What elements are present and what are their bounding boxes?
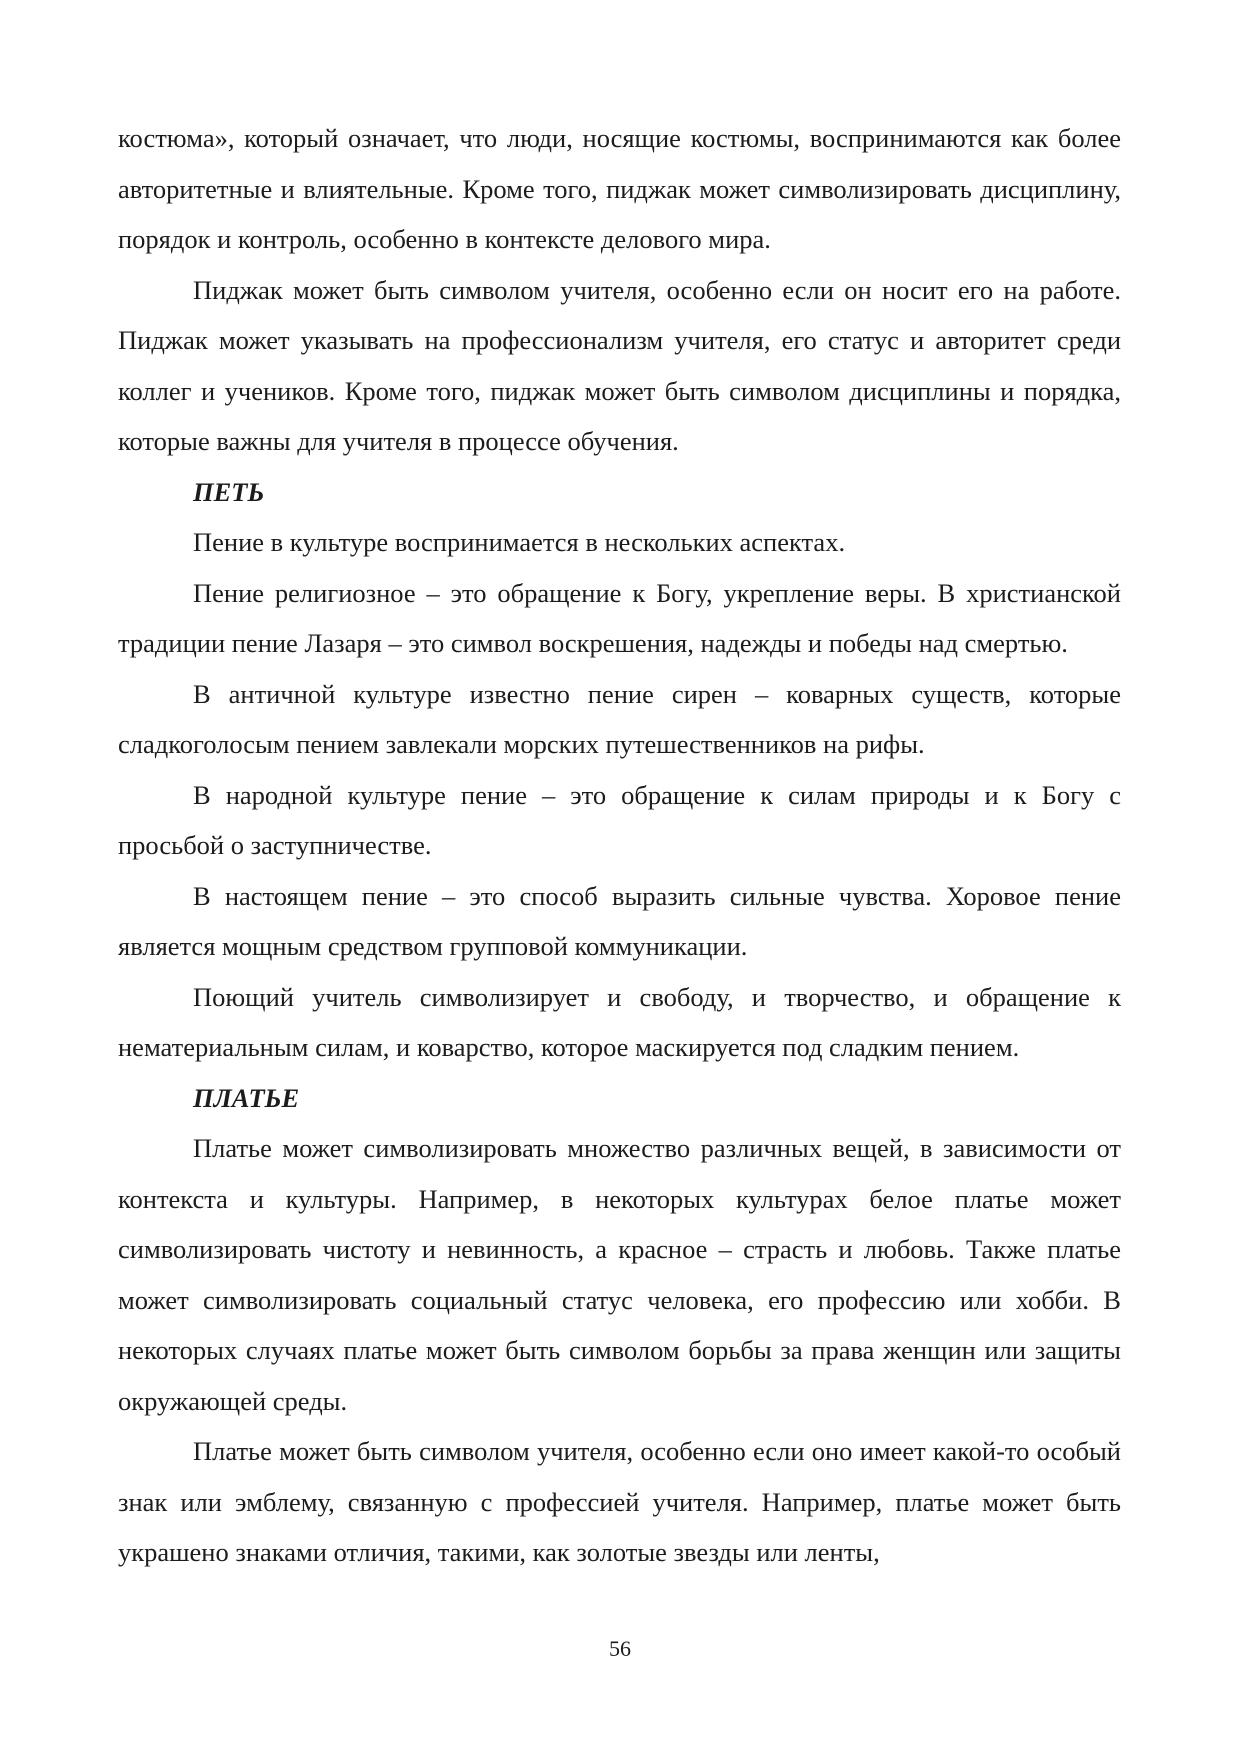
paragraph-suit-continuation: костюма», который означает, что люди, носящие костюмы, воспринимаются как более авторитетные и влиятельные. Кроме того, пиджак может символизировать дисциплину, порядок и контроль, особенно в контексте делового мира. — [118, 123, 1121, 254]
page-body — [118, 113, 1121, 1578]
paragraph-religious-singing: Пение религиозное – это обращение к Богу, укрепление веры. В христианской традиции пение Лазаря – это символ воскрешения, надежды и победы над смертью. — [118, 577, 1121, 658]
paragraph-present-singing: В настоящем пение – это способ выразить сильные чувства. Хоровое пение является мощным средством групповой коммуникации. — [118, 880, 1121, 961]
paragraph-singing-teacher: Поющий учитель символизирует и свободу, и творчество, и обращение к нематериальным силам, и коварство, которое маскируется под сладким пением. — [118, 981, 1121, 1062]
paragraph-dress-symbolism: Платье может символизировать множество различных вещей, в зависимости от контекста и культуры. Например, в некоторых культурах белое платье может символизировать чистоту и невинность, а красное – страсть и любовь. Также платье может символизировать социальный статус человека, его профессию или хобби. В некоторых случаях платье может быть символом борьбы за права женщин или защиты окружающей среды. — [118, 1133, 1121, 1416]
page-number: 56 — [609, 1636, 631, 1661]
section-heading-sing: ПЕТЬ — [193, 476, 265, 507]
section-heading-dress: ПЛАТЬЕ — [193, 1082, 300, 1113]
paragraph-folk-singing: В народной культуре пение – это обращение к силам природы и к Богу с просьбой о заступничестве. — [118, 779, 1121, 860]
paragraph-jacket-teacher: Пиджак может быть символом учителя, особенно если он носит его на работе. Пиджак может указывать на профессионализм учителя, его статус и авторитет среди коллег и учеников. Кроме того, пиджак может быть символом дисциплины и порядка, которые важны для учителя в процессе обучения. — [118, 274, 1121, 456]
paragraph-antique-sirens: В античной культуре известно пение сирен – коварных существ, которые сладкоголосым пением завлекали морских путешественников на рифы. — [118, 678, 1121, 759]
paragraph-singing-aspects: Пение в культуре воспринимается в нескольких аспектах. — [193, 527, 846, 557]
paragraph-dress-teacher: Платье может быть символом учителя, особенно если оно имеет какой-то особый знак или эмблему, связанную с профессией учителя. Например, платье может быть украшено знаками отличия, такими, как золотые звезды или ленты, — [118, 1436, 1121, 1567]
